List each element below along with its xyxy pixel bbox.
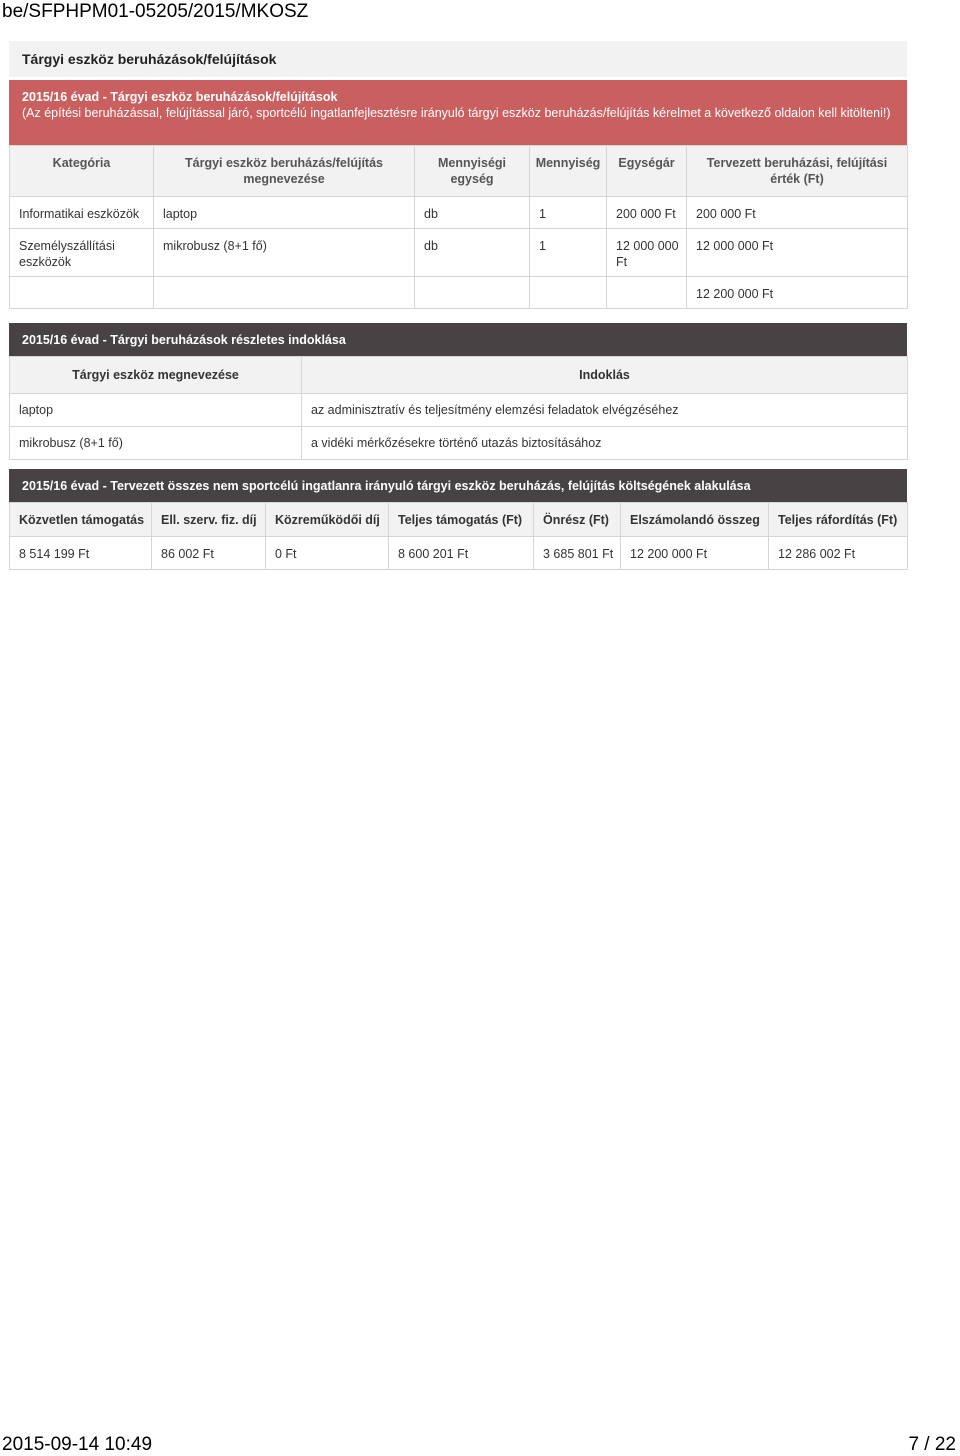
column-header: Ell. szerv. fiz. díj [152, 503, 266, 537]
column-header: Közreműködői díj [266, 503, 389, 537]
table-row [10, 229, 908, 277]
table-cell: 8 514 199 Ft [10, 537, 152, 570]
table-header-row [10, 503, 908, 537]
table-cell: a vidéki mérkőzésekre történő utazás biztosításához [302, 427, 908, 460]
table-row [10, 394, 908, 427]
table-cell: mikrobusz (8+1 fő) [154, 229, 415, 277]
table-cell: 8 600 201 Ft [389, 537, 534, 570]
justification-title: 2015/16 évad - Tárgyi beruházások részletes indoklása [9, 323, 907, 356]
table-cell: Személyszállítási eszközök [10, 229, 154, 277]
table-cell: 0 Ft [266, 537, 389, 570]
table-cell: 12 000 000 Ft [687, 229, 908, 277]
table-row [10, 197, 908, 229]
costs-table [9, 502, 908, 570]
table-cell: 3 685 801 Ft [534, 537, 621, 570]
table-row [10, 427, 908, 460]
table-cell: Informatikai eszközök [10, 197, 154, 229]
column-header: Teljes ráfordítás (Ft) [769, 503, 908, 537]
table-row [10, 537, 908, 570]
footer-timestamp: 2015-09-14 10:49 [2, 1434, 153, 1455]
column-header: Elszámolandó összeg [621, 503, 769, 537]
column-header: Egységár [607, 146, 687, 197]
table-cell: az adminisztratív és teljesítmény elemzési feladatok elvégzéséhez [302, 394, 908, 427]
table-cell: db [415, 229, 530, 277]
table-cell: db [415, 197, 530, 229]
table-cell: 1 [530, 229, 607, 277]
table-cell: laptop [10, 394, 302, 427]
column-header: Tárgyi eszköz beruházás/felújítás megnevezése [154, 146, 415, 197]
column-header: Tárgyi eszköz megnevezése [10, 357, 302, 394]
column-header: Mennyiség [530, 146, 607, 197]
column-header: Közvetlen támogatás [10, 503, 152, 537]
column-header: Tervezett beruházási, felújítási érték (Ft) [687, 146, 908, 197]
notice-text: (Az építési beruházással, felújítással járó, sportcélú ingatlanfejlesztésre irányuló tárgyi eszköz beruházás/felújítás kérelmet a következő oldalon kell kitölteni!) [22, 106, 891, 120]
table-cell: 12 000 000 Ft [607, 229, 687, 277]
table-cell: 86 002 Ft [152, 537, 266, 570]
table-header-row [10, 146, 908, 197]
table-cell: 1 [530, 197, 607, 229]
document-id: be/SFPHPM01-05205/2015/MKOSZ [2, 1, 309, 22]
notice-title: 2015/16 évad - Tárgyi eszköz beruházások/felújítások [22, 90, 338, 104]
page-number: 7 / 22 [908, 1434, 956, 1455]
costs-title: 2015/16 évad - Tervezett összes nem sportcélú ingatlanra irányuló tárgyi eszköz beruházás, felújítás költségének alakulása [9, 469, 907, 502]
justification-table [9, 356, 908, 460]
table-header-row [10, 357, 908, 394]
column-header: Kategória [10, 146, 154, 197]
table-cell: 200 000 Ft [687, 197, 908, 229]
investments-table [9, 145, 908, 309]
notice-box [9, 80, 907, 145]
table-cell: 12 286 002 Ft [769, 537, 908, 570]
table-cell: 200 000 Ft [607, 197, 687, 229]
total-value: 12 200 000 Ft [687, 277, 908, 309]
column-header: Önrész (Ft) [534, 503, 621, 537]
total-row [10, 277, 908, 309]
table-cell: mikrobusz (8+1 fő) [10, 427, 302, 460]
column-header: Indoklás [302, 357, 908, 394]
column-header: Mennyiségi egység [415, 146, 530, 197]
table-cell: laptop [154, 197, 415, 229]
table-cell: 12 200 000 Ft [621, 537, 769, 570]
column-header: Teljes támogatás (Ft) [389, 503, 534, 537]
section-title: Tárgyi eszköz beruházások/felújítások [9, 41, 907, 77]
